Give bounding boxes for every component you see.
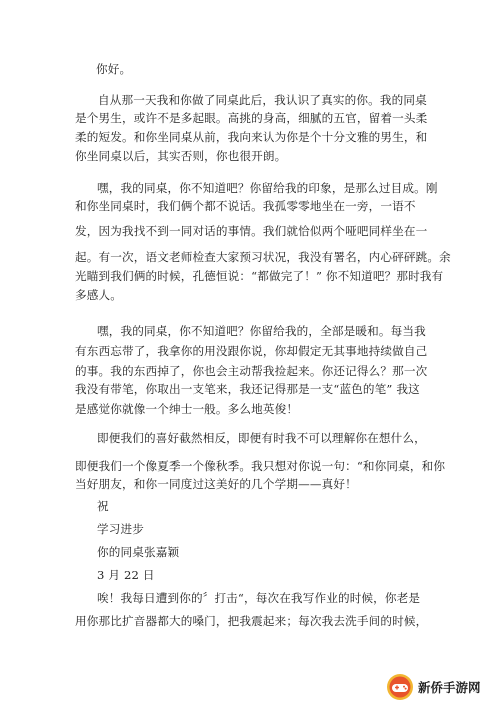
text-line: 嘿，我的同桌，你不知道吧？你留给我的印象，是那么过目成。刚 (97, 181, 438, 195)
text-line: 有东西忘带了，我拿你的用没跟你说，你却假定无其事地持续做自己 (75, 344, 428, 358)
text-line: 自从那一天我和你做了同桌此后，我认识了真实的你。我的同桌 (98, 93, 427, 107)
watermark (386, 672, 494, 702)
text-line: 和你坐同桌时，我们俩个都不说话。我孤零零地坐在一旁，一语不 (75, 199, 416, 213)
text-line: 多感人。 (75, 288, 122, 302)
text-line: 我没有带笔，你取出一支笔来，我还记得那是一支“蓝色的笔” 我这 (75, 382, 420, 396)
closing-salutation: 祝 (97, 499, 109, 513)
text-line: 光瞄到我们俩的时候，孔德恒说：“都做完了！” 你不知道吧？那时我有 (75, 269, 444, 283)
text-line: 发，因为我找不到一同对话的事情。我们就恰似两个哑吧同样坐在一 (75, 224, 428, 238)
signature: 你的同桌张嘉颖 (97, 545, 180, 559)
text-line: 唉！我每日遭到你的〞打击“，每次在我写作业的时候，你老是 (97, 591, 421, 605)
text-line: 当好朋友，和你一同度过这美好的几个学期——真好！ (75, 477, 357, 491)
text-line: 的事。我的东西掉了，你也会主动帮我捡起来。你还记得么？那一次 (75, 364, 428, 378)
text-line: 是个男生，或许不是多起眼。高挑的身高，细腻的五官，留着一头柔 (75, 111, 428, 125)
date: 3 月 22 日 (97, 568, 155, 582)
watermark-text: 新侨手游网 (418, 680, 481, 695)
text-line: 是感觉你就像一个绅士一般。多么地英俊！ (75, 402, 299, 416)
text-line: 你好。 (96, 62, 132, 76)
game-controller-icon (386, 673, 414, 701)
text-line: 即便我们的喜好截然相反，即便有时我不可以理解你在想什么， (97, 431, 426, 445)
text-line: 柔的短发。和你坐同桌从前，我向来认为你是个十分文雅的男生，和 (75, 130, 428, 144)
text-line: 用你那比扩音器都大的嗓门，把我震起来；每次我去洗手间的时候， (75, 614, 428, 628)
text-line: 即便我们一个像夏季一个像秋季。我只想对你说一句：“和你同桌，和你 (75, 459, 446, 473)
closing-wish: 学习进步 (97, 522, 144, 536)
text-line: 你坐同桌以后，其实否则，你也很开朗。 (75, 149, 287, 163)
text-line: 嘿，我的同桌，你不知道吧？你留给我的，全部是暖和。每当我 (97, 324, 426, 338)
text-line: 起。有一次，语文老师检查大家预习状况，我没有署名，内心砰砰跳。余 (75, 250, 451, 264)
